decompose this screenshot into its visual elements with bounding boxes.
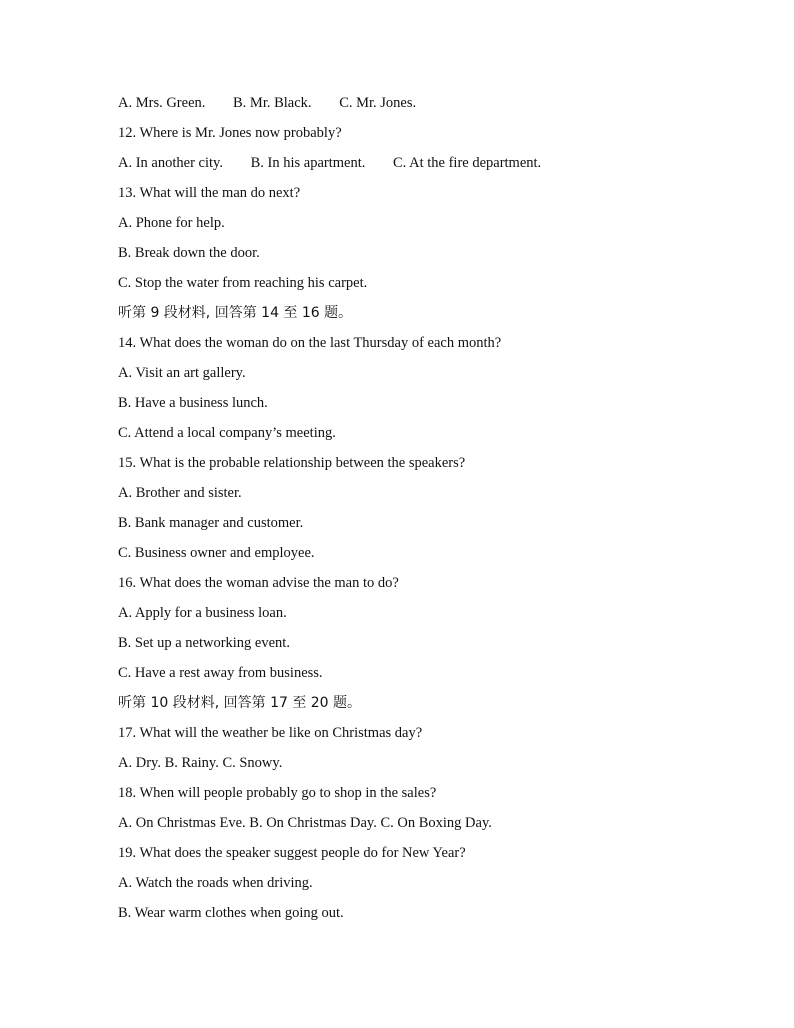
option-c: C. Mr. Jones. [339, 95, 417, 111]
q19-option-a: A. Watch the roads when driving. [118, 875, 313, 891]
q15-option-a: A. Brother and sister. [118, 485, 242, 501]
q19-option-b: B. Wear warm clothes when going out. [118, 905, 344, 921]
question-15: 15. What is the probable relationship between the speakers? [118, 455, 466, 471]
question-16: 16. What does the woman advise the man to do? [118, 575, 399, 591]
q11-options [118, 92, 758, 122]
q15-option-c: C. Business owner and employee. [118, 545, 315, 561]
question-19: 19. What does the speaker suggest people do for New Year? [118, 845, 466, 861]
question-list [118, 92, 758, 932]
q14-option-c: C. Attend a local company’s meeting. [118, 425, 336, 441]
question-14: 14. What does the woman do on the last Thursday of each month? [118, 335, 502, 351]
q14-option-a: A. Visit an art gallery. [118, 365, 246, 381]
q17-options: A. Dry. B. Rainy. C. Snowy. [118, 755, 283, 771]
q14-option-b: B. Have a business lunch. [118, 395, 268, 411]
section-heading-9: 听第 9 段材料, 回答第 14 至 16 题。 [118, 305, 353, 321]
question-17: 17. What will the weather be like on Christmas day? [118, 725, 423, 741]
q18-options: A. On Christmas Eve. B. On Christmas Day. C. On Boxing Day. [118, 815, 492, 831]
option-a: A. In another city. [118, 155, 223, 171]
q15-option-b: B. Bank manager and customer. [118, 515, 304, 531]
q16-option-b: B. Set up a networking event. [118, 635, 290, 651]
question-18: 18. When will people probably go to shop in the sales? [118, 785, 437, 801]
q13-option-c: C. Stop the water from reaching his carpet. [118, 275, 368, 291]
q16-option-a: A. Apply for a business loan. [118, 605, 287, 621]
question-12: 12. Where is Mr. Jones now probably? [118, 125, 342, 141]
option-a: A. Mrs. Green. [118, 95, 206, 111]
question-13: 13. What will the man do next? [118, 185, 301, 201]
q13-option-b: B. Break down the door. [118, 245, 260, 261]
option-b: B. Mr. Black. [233, 95, 312, 111]
q16-option-c: C. Have a rest away from business. [118, 665, 323, 681]
section-heading-10: 听第 10 段材料, 回答第 17 至 20 题。 [118, 695, 362, 711]
option-c: C. At the fire department. [393, 155, 542, 171]
q12-options [118, 152, 758, 182]
q13-option-a: A. Phone for help. [118, 215, 225, 231]
option-b: B. In his apartment. [250, 155, 366, 171]
